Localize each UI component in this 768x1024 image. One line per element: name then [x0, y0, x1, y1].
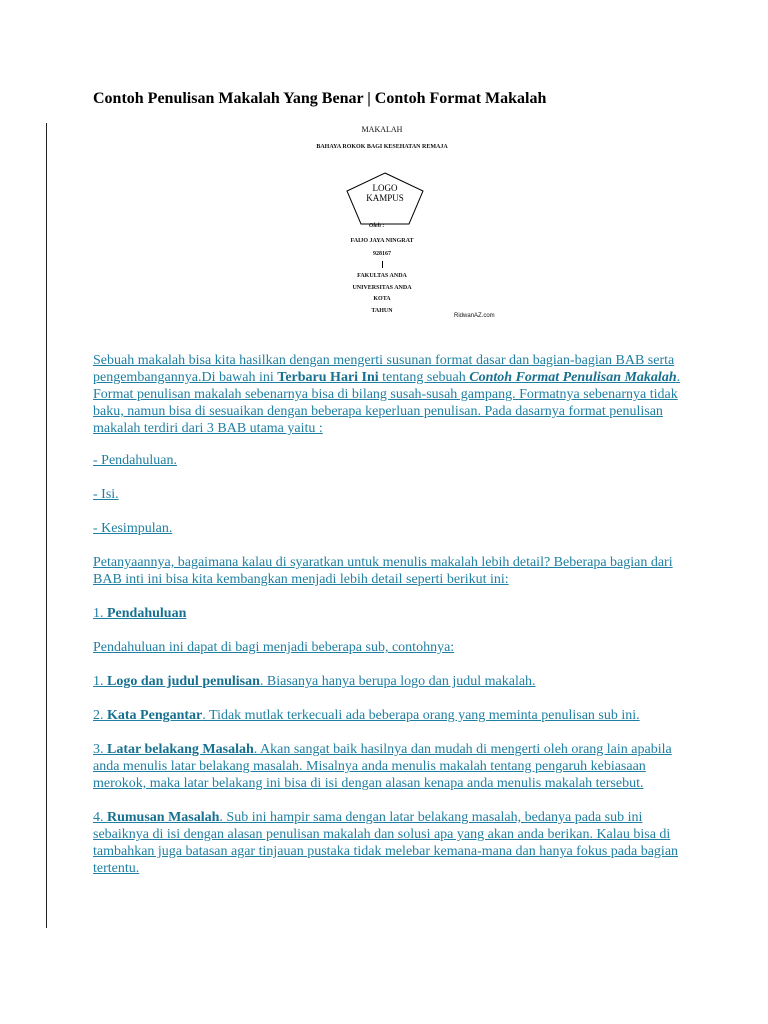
sub-item-number: 4. [93, 810, 107, 825]
cover-tahun: TAHUN [371, 308, 393, 314]
margin-rule [46, 123, 47, 928]
list-item-kesimpulan[interactable]: - Kesimpulan. [93, 521, 173, 536]
format-paragraph[interactable]: Format penulisan makalah sebenarnya bisa di bilang susah-susah gampang. Formatnya sebenarnya tidak baku, namun bisa di sesuaikan dengan beberapa keperluan penulisan. Pada dasarnya format penulisan makalah terdiri dari 3 BAB utama yaitu : [93, 387, 678, 436]
article-body [93, 352, 693, 877]
sub-item-title: Latar belakang Masalah [107, 742, 254, 757]
sub-item-number: 2. [93, 708, 107, 723]
cover-nim: 928167 [373, 251, 391, 257]
cover-watermark: RidwanAZ.com [454, 313, 495, 319]
cover-kota: KOTA [373, 296, 391, 302]
sub-item-text: . Biasanya hanya berupa logo dan judul makalah. [259, 674, 536, 689]
sub-item-1[interactable] [93, 673, 693, 690]
cover-oleh: Oleh : [369, 223, 385, 229]
cover-heading: MAKALAH [361, 125, 403, 134]
sub-item-number: 3. [93, 742, 107, 757]
list-item-isi[interactable]: - Isi. [93, 487, 119, 502]
logo-line-2: KAMPUS [366, 193, 404, 203]
intro-end: . [676, 370, 681, 385]
sub-item-text: . Akan sangat baik hasilnya dan mudah di mengerti oleh orang lain apabila anda menulis latar belakang masalah. Misalnya anda menulis makalah tentang pengaruh kebiasaan merokok, maka latar belakang ini bisa di isi dengan alasan kenapa anda menulis makalah tersebut. [93, 742, 672, 791]
sub-item-number: 1. [93, 674, 107, 689]
intro-italic: Contoh Format Penulisan Makalah [469, 370, 677, 385]
sub-item-title: Logo dan judul penulisan [107, 674, 260, 689]
section-heading[interactable] [93, 605, 693, 622]
question-paragraph[interactable]: Petanyaannya, bagaimana kalau di syaratkan untuk menulis makalah lebih detail? Beberapa bagian dari BAB inti ini bisa kita kembangkan menjadi lebih detail seperti berikut ini: [93, 555, 673, 587]
logo-line-1: LOGO [372, 183, 398, 193]
cover-subtitle: BAHAYA ROKOK BAGI KESEHATAN REMAJA [316, 144, 448, 150]
cover-divider [382, 261, 383, 268]
sub-item-title: Kata Pengantar [107, 708, 203, 723]
cover-name: FAIJO JAYA NINGRAT [350, 238, 414, 244]
sub-item-title: Rumusan Masalah [107, 810, 220, 825]
section-number: 1. [93, 606, 107, 621]
page-title: Contoh Penulisan Makalah Yang Benar | Contoh Format Makalah [93, 90, 547, 107]
cover-universitas: UNIVERSITAS ANDA [352, 285, 412, 291]
sub-item-text: . Tidak mutlak terkecuali ada beberapa orang yang meminta penulisan sub ini. [202, 708, 640, 723]
section-intro[interactable]: Pendahuluan ini dapat di bagi menjadi beberapa sub, contohnya: [93, 640, 455, 655]
intro-bold: Terbaru Hari Ini [277, 370, 379, 385]
sub-item-2[interactable] [93, 707, 693, 724]
cover-fakultas: FAKULTAS ANDA [357, 273, 407, 279]
intro-paragraph[interactable] [93, 352, 693, 386]
cover-image [262, 120, 502, 325]
intro-text-b: tentang sebuah [378, 370, 470, 385]
sub-item-3[interactable] [93, 741, 693, 792]
list-item-pendahuluan[interactable]: - Pendahuluan. [93, 453, 177, 468]
section-title: Pendahuluan [107, 606, 187, 621]
intro-text-a: Sebuah makalah bisa kita hasilkan dengan mengerti susunan format dasar dan bagian-bagian BAB serta pengembangannya.Di bawah ini [93, 353, 675, 385]
sub-item-4[interactable] [93, 809, 693, 877]
logo-text [343, 183, 427, 203]
sub-item-text: . Sub ini hampir sama dengan latar belakang masalah, bedanya pada sub ini sebaiknya di isi dengan alasan penulisan makalah dan solusi apa yang akan anda berikan. Kalau bisa di tambahkan juga batasan agar tinjauan pustaka tidak melebar kemana-mana dan hanya fokus pada bagian tertentu. [93, 810, 679, 876]
